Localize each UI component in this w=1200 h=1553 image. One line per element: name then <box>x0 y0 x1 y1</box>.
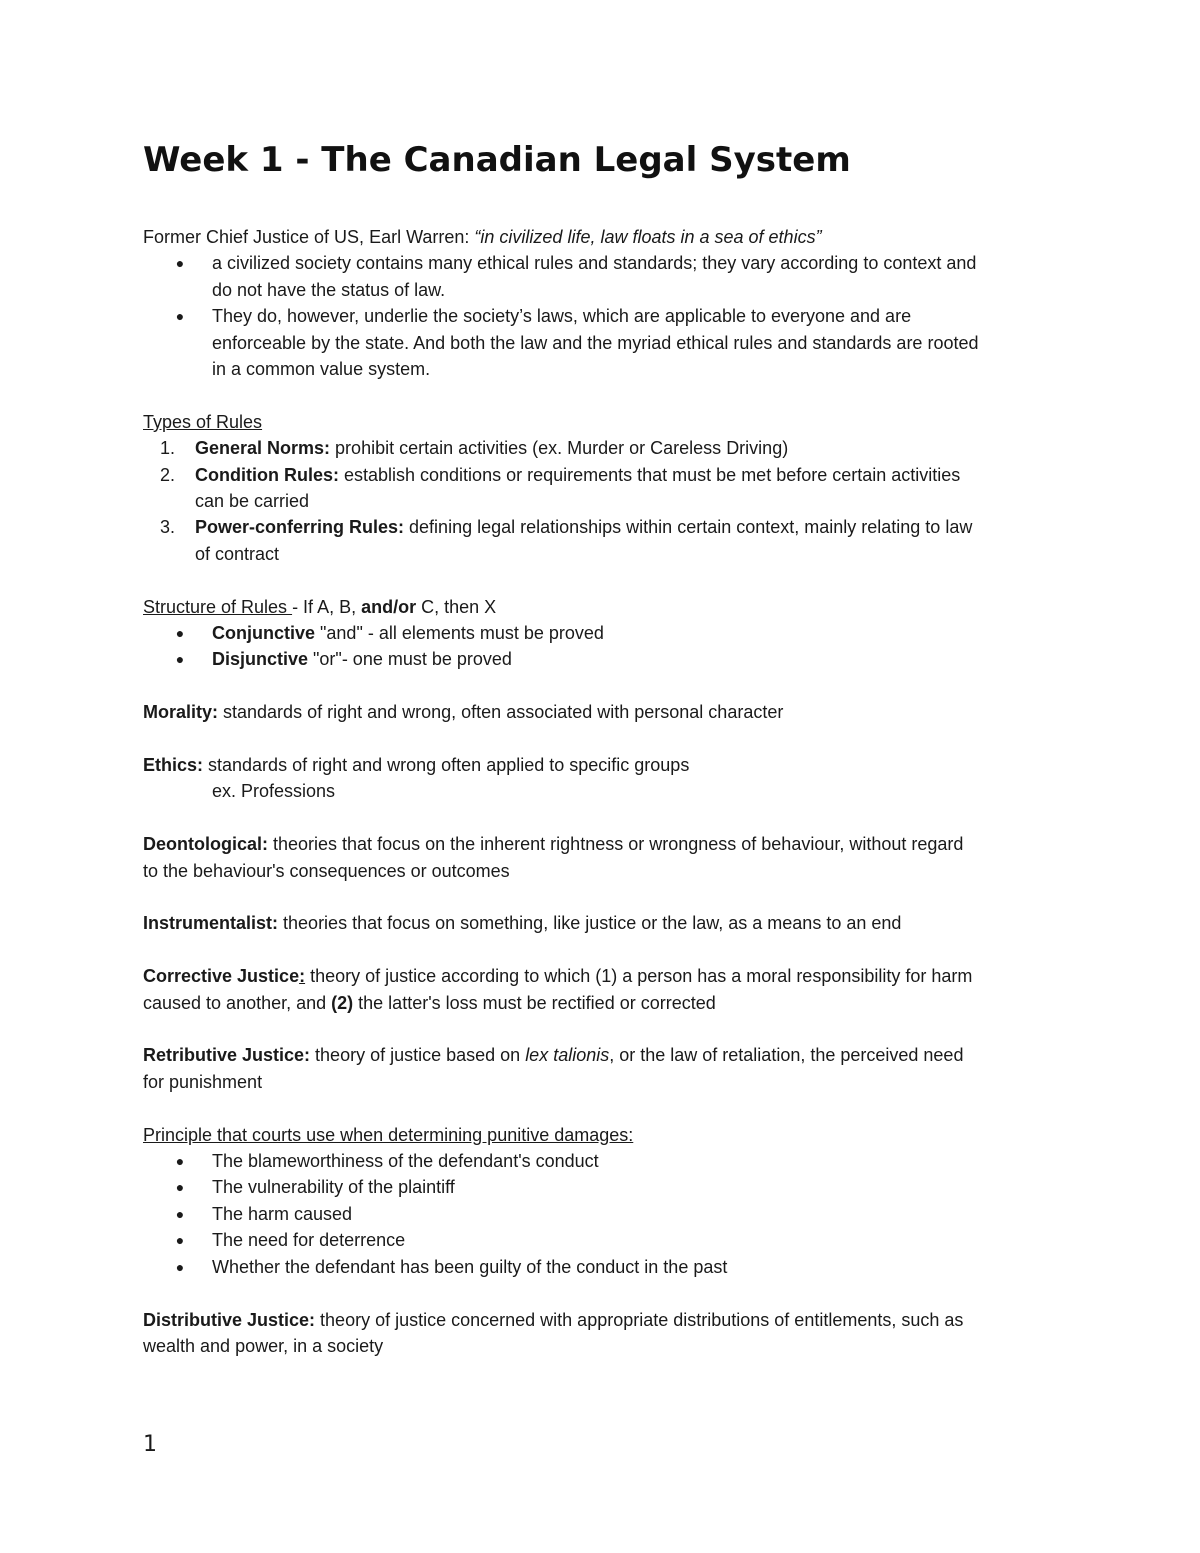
bullet-icon: ● <box>175 625 185 642</box>
list-item: ● The vulnerability of the plaintiff <box>143 1174 1073 1200</box>
instrumentalist-definition: Instrumentalist: theories that focus on something, like justice or the law, as a means to an end <box>143 913 902 934</box>
list-item: 2. Condition Rules: establish conditions or requirements that must be met before certain activities can be carried <box>160 464 961 512</box>
retributive-justice-definition: Retributive Justice: theory of justice based on lex talionis, or the law of retaliation, the perceived need <box>143 1045 964 1066</box>
types-of-rules-list <box>143 435 1073 567</box>
punitive-damages-heading: Principle that courts use when determining punitive damages: <box>143 1124 634 1145</box>
list-item: ● The need for deterrence <box>143 1227 1073 1253</box>
morality-definition: Morality: standards of right and wrong, often associated with personal character <box>143 702 784 723</box>
ethics-example: ex. Professions <box>212 781 336 802</box>
distributive-justice-definition: Distributive Justice: theory of justice concerned with appropriate distributions of entitlements, such as <box>143 1309 964 1330</box>
bullet-icon: ● <box>175 1205 185 1222</box>
quote-lead: Former Chief Justice of US, Earl Warren: <box>143 227 475 247</box>
page-number: 1 <box>143 1432 157 1457</box>
bullet-icon: ● <box>175 1258 185 1275</box>
ethics-definition: Ethics: standards of right and wrong often applied to specific groups <box>143 755 690 776</box>
bullet-icon: ● <box>175 1153 185 1170</box>
list-item: ● Conjunctive "and" - all elements must be proved <box>143 620 1073 646</box>
list-item: 1. General Norms: prohibit certain activities (ex. Murder or Careless Driving) <box>160 438 789 459</box>
list-item: ● Disjunctive "or"- one must be proved <box>143 646 1073 672</box>
list-item: ● They do, however, underlie the society’s laws, which are applicable to everyone and are enforceable by the state. And both the law and the myriad ethical rules and standards are rooted in a common value system. <box>143 303 1073 382</box>
bullet-icon: ● <box>175 255 185 272</box>
quote-line <box>143 224 1073 250</box>
quote-bullet-list <box>143 250 1073 382</box>
list-item: ● The blameworthiness of the defendant's conduct <box>143 1148 1073 1174</box>
punitive-damages-list <box>143 1148 1073 1280</box>
document-body: Former Chief Justice of US, Earl Warren: “in civilized life, law floats in a sea of ethics” ● a civilized society contains many ethical rules and standards; they vary according to context and do not have the status of law. ● They do, however, underlie the society’s laws, which are applicable to everyone and are enforceable by the state. And both the law and the myriad ethical rules and standards are rooted in a common value system. Types of Rules 1. General Norms: prohibit certain activities (ex. Murder or Careless Driving) 2. Condition Rules: establish conditions or requirements that must be met before certain activities can be carried 3. Power-conferring Rules: defining legal relationships within certain context, mainly relating to law of contract Structure of Rules - If A, B, and/or C, then X ● Conjunctive "and" - all elements must be proved ● Disjunctive "or"- one must be proved Morality: standards of right and wrong, often associated with personal character Ethics: standards of right and wrong often applied to specific groups ex. Professions Deontological: theories that focus on the inherent rightness or wrongness of behaviour, without regard to the behaviour's consequences or outcomes Instrumentalist: theories that focus on something, like justice or the law, as a means to an end Corrective Justice: theory of justice according to which (1) a person has a moral responsibility for harm caused to another, and (2) the latter's loss must be rectified or corrected Retributive Justice: theory of justice based on lex talionis, or the law of retaliation, the perceived need for punishment Principle that courts use when determining punitive damages: ● The blameworthiness of the defendant's conduct ● The vulnerability of the plaintiff ● The harm caused ● The need for deterrence ● Whether the defendant has been guilty of the conduct in the past Distributive Justice: theory of justice concerned with appropriate distributions of entitlements, such as wealth and power, in a society <box>143 224 1073 1359</box>
structure-of-rules-list <box>143 620 1073 673</box>
page-title: Week 1 - The Canadian Legal System <box>143 140 851 180</box>
quote-text: “in civilized life, law floats in a sea of ethics” <box>474 227 822 247</box>
list-item: ● a civilized society contains many ethical rules and standards; they vary according to context and do not have the status of law. <box>143 250 1073 303</box>
bullet-icon: ● <box>175 308 185 325</box>
list-item: ● Whether the defendant has been guilty of the conduct in the past <box>143 1254 1073 1280</box>
bullet-icon: ● <box>175 1232 185 1249</box>
deontological-definition: Deontological: theories that focus on the inherent rightness or wrongness of behaviour, without regard <box>143 834 964 855</box>
corrective-justice-definition: Corrective Justice: theory of justice according to which (1) a person has a moral responsibility for harm <box>143 966 973 987</box>
structure-of-rules-heading: Structure of Rules - If A, B, and/or C, then X <box>143 596 497 617</box>
list-item: 3. Power-conferring Rules: defining legal relationships within certain context, mainly relating to law of contract <box>160 517 973 564</box>
types-of-rules-heading: Types of Rules <box>143 411 263 432</box>
bullet-icon: ● <box>175 651 185 668</box>
list-item: ● The harm caused <box>143 1201 1073 1227</box>
bullet-icon: ● <box>175 1179 185 1196</box>
